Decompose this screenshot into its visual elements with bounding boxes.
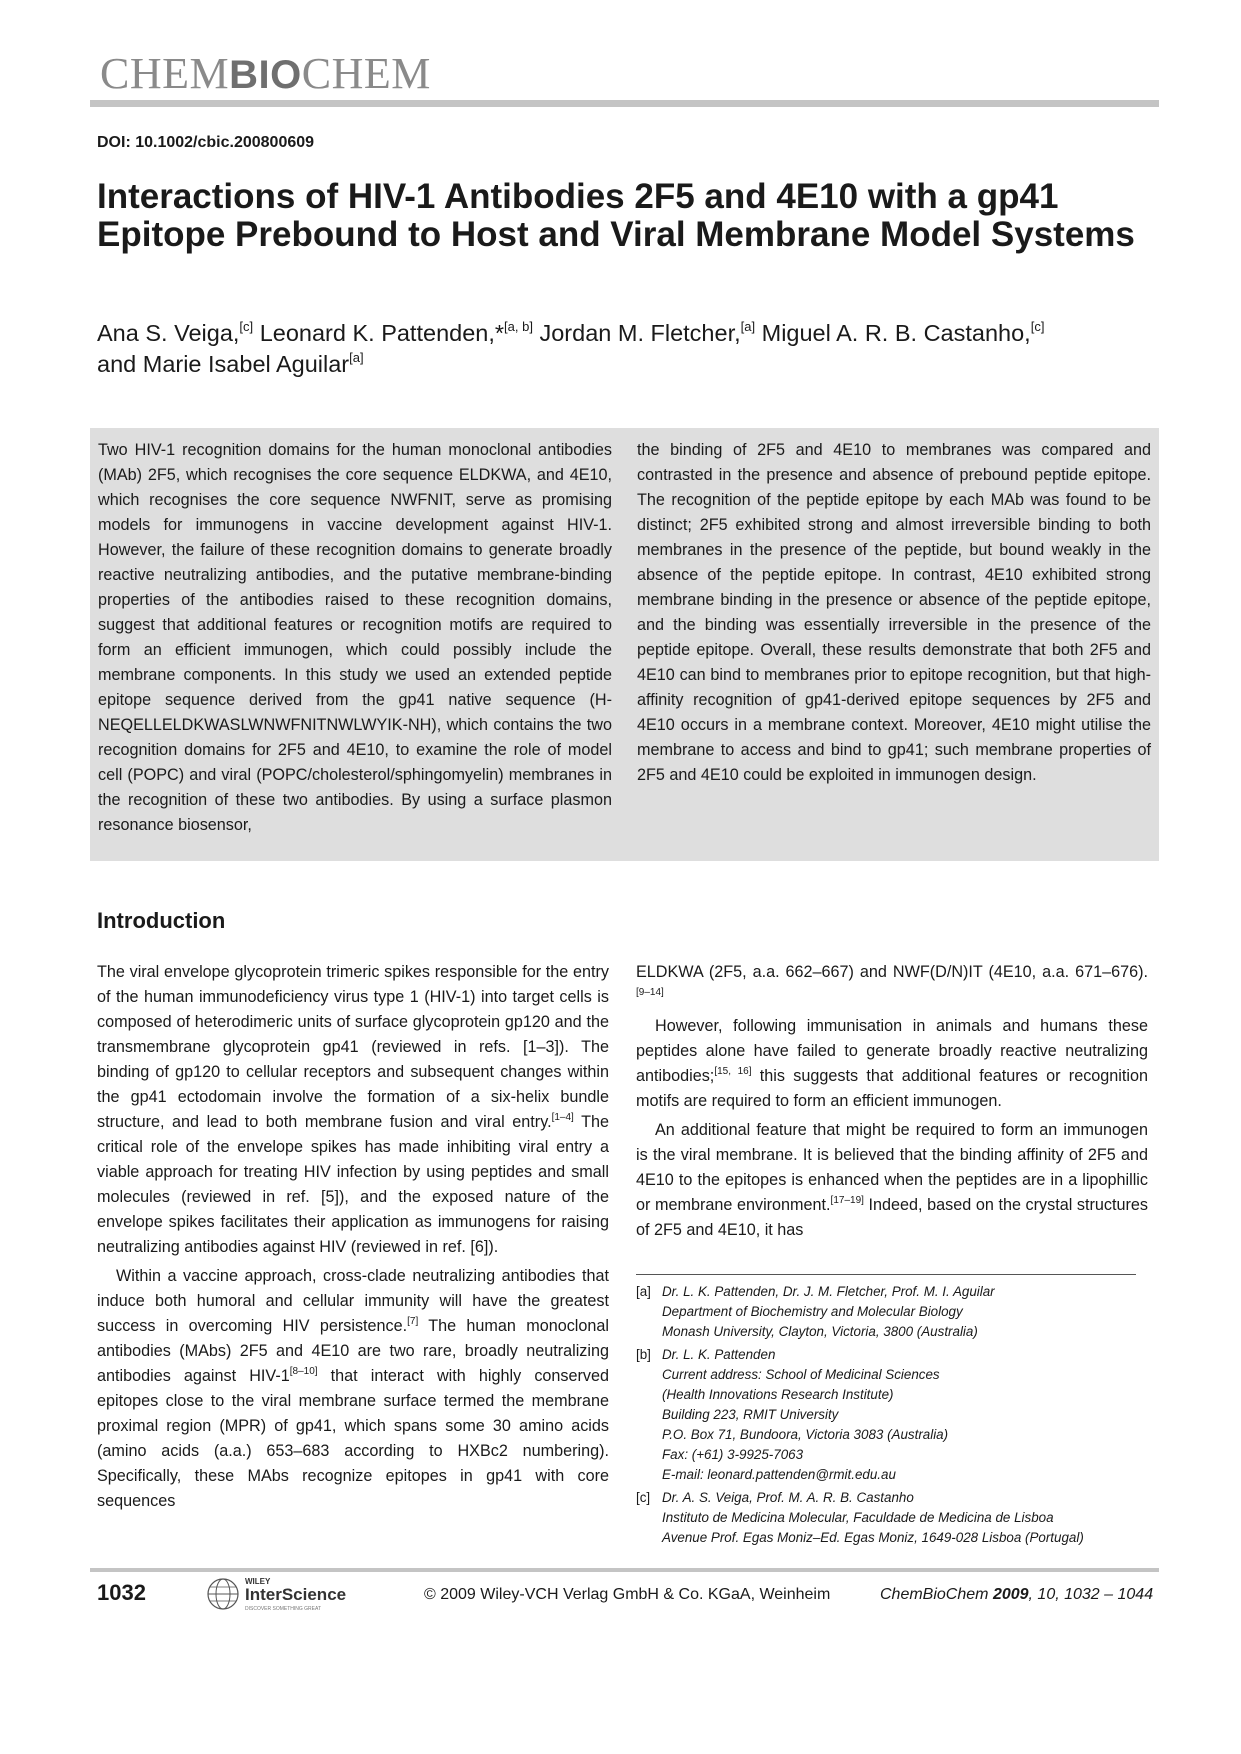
footnote-line: Avenue Prof. Egas Moniz–Ed. Egas Moniz, 1649-028 Lisboa (Portugal) — [662, 1530, 1084, 1545]
abstract-column-left: Two HIV-1 recognition domains for the human monoclonal antibodies (MAb) 2F5, which recognises the core sequence ELDKWA, and 4E10, which recognises the core sequence NWFNIT, serve as promising models for immunogens in vaccine development against HIV-1. However, the failure of these recognition domains to generate broadly reactive neutralizing antibodies, and the putative membrane-binding properties of the antibodies raised to these recognition domains, suggest that additional features or recognition motifs are required to form an efficient immunogen, which could possibly include the membrane components. In this study we used an extended peptide epitope sequence derived from the gp41 native sequence (H-NEQELLELDKWASLWNWFNITNWLWYIK-NH), which contains the two recognition domains for 2F5 and 4E10, to examine the role of model cell (POPC) and viral (POPC/cholesterol/sphingomyelin) membranes in the recognition of these two antibodies. By using a surface plasmon resonance biosensor, — [98, 441, 612, 834]
citation-ref[interactable]: [7] — [407, 1316, 419, 1327]
citation-journal: ChemBioChem — [880, 1586, 993, 1603]
footnote-tag: [a] — [636, 1284, 651, 1299]
wiley-interscience-logo — [205, 1574, 380, 1614]
footnote-line: Monash University, Clayton, Victoria, 3800 (Australia) — [662, 1324, 978, 1339]
globe-icon — [205, 1574, 380, 1614]
footnote-line: Dr. A. S. Veiga, Prof. M. A. R. B. Castanho — [662, 1490, 914, 1505]
footnote-tag: [c] — [636, 1490, 651, 1505]
text-run: that interact with highly conserved epitopes close to the viral membrane surface termed the membrane proximal region (MPR) of gp41, which spans some 30 amino acids (amino acids (a.a.) 653–683 according to HXBc2 numbering). Specifically, these MAbs recognize epitopes in gp41 with core sequences — [97, 1367, 609, 1510]
logo-tagline: DISCOVER SOMETHING GREAT — [245, 1606, 322, 1612]
logo-main-text: InterScience — [245, 1585, 347, 1604]
citation-ref[interactable]: [17–19] — [830, 1195, 864, 1206]
journal-citation — [880, 1586, 1153, 1604]
logo-top-text: WILEY — [245, 1577, 271, 1586]
footnote-line: P.O. Box 71, Bundoora, Victoria 3083 (Australia) — [662, 1427, 949, 1442]
header-rule — [90, 100, 1159, 107]
author-name: Ana S. Veiga, — [97, 320, 240, 346]
text-run: The human monoclonal antibodies (MAbs) 2F5 and 4E10 are two rare, broadly neutralizing antibodies against HIV-1 — [97, 1317, 609, 1385]
author-name: Miguel A. R. B. Castanho, — [761, 320, 1031, 346]
footnote-rule — [636, 1274, 1136, 1275]
text-run: An additional feature that might be required to form an immunogen is the viral membrane. It is believed that the binding affinity of 2F5 and 4E10 to the epitopes is enhanced when the peptides are in a lipophillic or membrane environment. — [636, 1121, 1148, 1214]
footnote — [636, 1282, 1156, 1342]
abstract-column-right: the binding of 2F5 and 4E10 to membranes was compared and contrasted in the presence and absence of prebound peptide epitope. The recognition of the peptide epitope by each MAb was found to be distinct; 2F5 exhibited strong and almost irreversible binding to both membranes in the presence of the peptide, but bound weakly in the absence of the peptide epitope. In contrast, 4E10 exhibited strong membrane binding in the presence or absence of the peptide epitope, and the binding was essentially irreversible in the presence of the peptide epitope. Overall, these results demonstrate that both 2F5 and 4E10 can bind to membranes prior to epitope recognition, but that high-affinity recognition of gp41-derived epitope sequences by 2F5 and 4E10 occurs in a membrane context. Moreover, 4E10 might utilise the membrane to access and bind to gp41; such membrane properties of 2F5 and 4E10 could be exploited in immunogen design. — [637, 441, 1151, 784]
abstract-box — [90, 428, 1159, 861]
author-name: Jordan M. Fletcher, — [539, 320, 741, 346]
citation-ref[interactable]: [15, 16] — [714, 1066, 752, 1077]
text-run: this suggests that additional features or recognition motifs are required to form an efficient immunogen. — [636, 1067, 1148, 1110]
footnote — [636, 1488, 1156, 1548]
journal-name-part-1: CHEM — [100, 49, 230, 98]
citation-ref[interactable]: [8–10] — [289, 1366, 318, 1377]
footnote-tag: [b] — [636, 1347, 651, 1362]
author-affiliation: [a] — [740, 319, 756, 334]
text-run: The critical role of the envelope spikes has made inhibiting viral entry a viable approach for treating HIV infection by using peptides and small molecules (reviewed in ref. [5]), and the exposed nature of the envelope spikes facilitates their application as immunogens for raising neutralizing antibodies against HIV (reviewed in ref. [6]). — [97, 1113, 609, 1256]
paragraph — [97, 1264, 609, 1514]
footnote-line: Building 223, RMIT University — [662, 1407, 839, 1422]
footnote-line: Department of Biochemistry and Molecular Biology — [662, 1304, 963, 1319]
footnote-line: Instituto de Medicina Molecular, Faculdade de Medicina de Lisboa — [662, 1510, 1054, 1525]
paragraph — [636, 1014, 1148, 1114]
text-run: The viral envelope glycoprotein trimeric spikes responsible for the entry of the human immunodeficiency virus type 1 (HIV-1) into target cells is composed of heterodimeric units of surface glycoprotein gp120 and the transmembrane glycoprotein gp41 (reviewed in refs. [1–3]). The binding of gp120 to cellular receptors and subsequent changes within the gp41 ectodomain involve the formation of a six-helix bundle structure, and lead to both membrane fusion and viral entry. — [97, 963, 609, 1131]
journal-name — [100, 49, 431, 98]
footnote — [636, 1345, 1156, 1485]
author-name: and Marie Isabel Aguilar — [97, 351, 350, 377]
footnote-line: Current address: School of Medicinal Sciences — [662, 1367, 940, 1382]
text-run: However, following immunisation in animals and humans these peptides alone have failed to generate broadly reactive neutralizing antibodies; — [636, 1017, 1148, 1085]
text-run: ELDKWA (2F5, a.a. 662–667) and NWF(D/N)IT (4E10, a.a. 671–676). — [636, 963, 1148, 981]
citation-ref[interactable]: [9–14] — [636, 987, 664, 998]
author-affiliation: [c] — [1030, 319, 1045, 334]
author-affiliation: [a, b] — [504, 319, 533, 334]
article-title: Interactions of HIV-1 Antibodies 2F5 and 4E10 with a gp41 Epitope Prebound to Host and Viral Membrane Model Systems — [97, 177, 1135, 254]
paragraph — [636, 1118, 1148, 1243]
paragraph — [97, 960, 609, 1260]
journal-name-part-2: BIO — [229, 53, 302, 97]
text-run: Within a vaccine approach, cross-clade neutralizing antibodies that induce both humoral and cellular immunity will have the greatest success in overcoming HIV persistence. — [97, 1267, 609, 1335]
text-run: Indeed, based on the crystal structures of 2F5 and 4E10, it has — [636, 1196, 1148, 1239]
body-column-left — [97, 960, 609, 1514]
footnote-line: (Health Innovations Research Institute) — [662, 1387, 894, 1402]
footer-rule — [90, 1568, 1159, 1572]
footnote-line: Dr. L. K. Pattenden, Dr. J. M. Fletcher, Prof. M. I. Aguilar — [662, 1284, 995, 1299]
citation-year: 2009 — [992, 1586, 1029, 1603]
paragraph — [636, 960, 1148, 1010]
doi: DOI: 10.1002/cbic.200800609 — [97, 134, 315, 151]
citation-volume-pages: , 10, 1032 – 1044 — [1028, 1586, 1154, 1603]
email-link[interactable]: E-mail: leonard.pattenden@rmit.edu.au — [662, 1467, 896, 1482]
footnote-line: Fax: (+61) 3-9925-7063 — [662, 1447, 804, 1462]
body-column-right — [636, 960, 1148, 1243]
copyright-notice: © 2009 Wiley-VCH Verlag GmbH & Co. KGaA, Weinheim — [424, 1586, 831, 1603]
affiliation-footnotes — [636, 1282, 1156, 1551]
section-heading: Introduction — [97, 908, 226, 933]
journal-name-part-3: CHEM — [301, 49, 431, 98]
citation-ref[interactable]: [1–4] — [551, 1112, 574, 1123]
footnote-line: Dr. L. K. Pattenden — [662, 1347, 776, 1362]
author-affiliation: [c] — [239, 319, 254, 334]
author-list — [97, 318, 1157, 380]
page-number: 1032 — [97, 1580, 146, 1605]
author-name: Leonard K. Pattenden,* — [259, 320, 505, 346]
author-affiliation: [a] — [349, 350, 364, 365]
